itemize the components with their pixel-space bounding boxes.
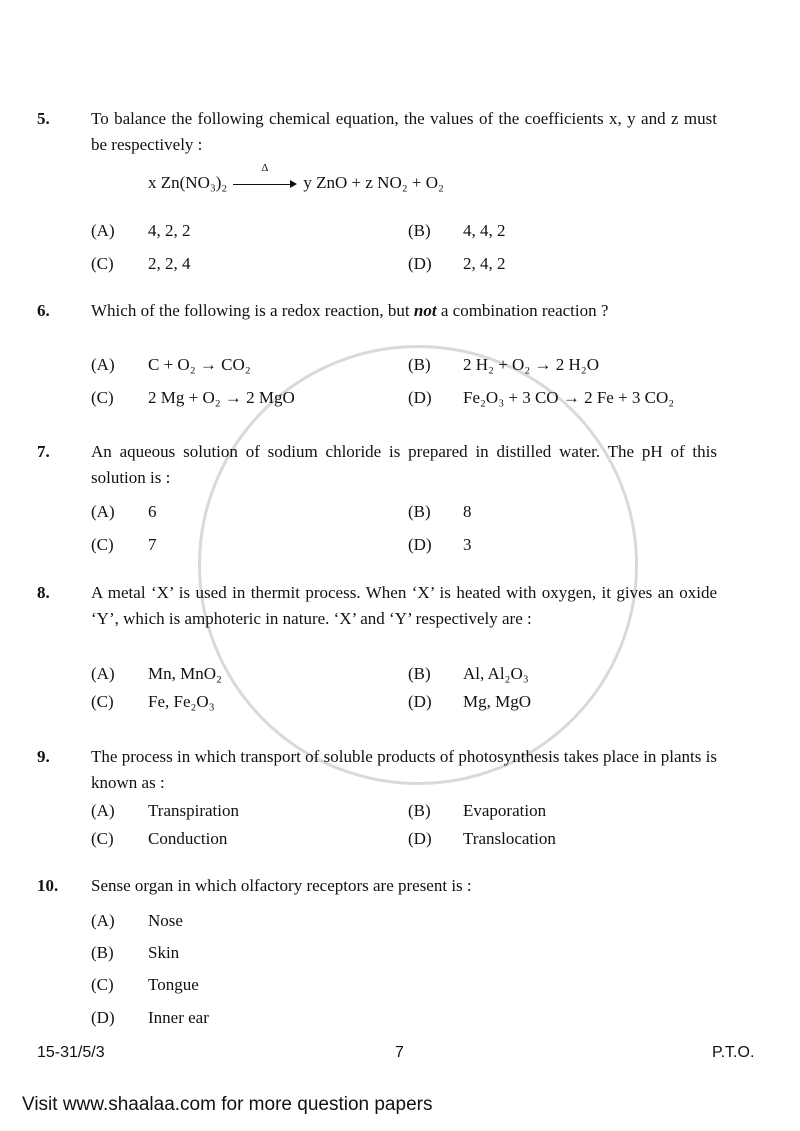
question-number: 8. bbox=[37, 583, 50, 602]
question-text: To balance the following chemical equation, the values of the coefficients x, y and z must be respectively : bbox=[91, 109, 717, 154]
option-label: (A) bbox=[91, 355, 115, 374]
option-text: 3 bbox=[463, 535, 472, 554]
question-number: 10. bbox=[37, 876, 59, 895]
option-label: (C) bbox=[91, 975, 114, 994]
option-label: (B) bbox=[408, 355, 431, 374]
please-turn-over: P.T.O. bbox=[712, 1044, 755, 1061]
option-text: Inner ear bbox=[148, 1008, 209, 1027]
option-label: (D) bbox=[408, 254, 432, 273]
question-text-part: a combination reaction ? bbox=[436, 301, 609, 320]
option-text: Transpiration bbox=[148, 801, 239, 820]
paper-code: 15-31/5/3 bbox=[37, 1044, 105, 1061]
option-label: (B) bbox=[408, 221, 431, 240]
question-number: 5. bbox=[37, 109, 50, 128]
option-label: (A) bbox=[91, 221, 115, 240]
option-label: (A) bbox=[91, 502, 115, 521]
question-emphasis: not bbox=[413, 301, 437, 320]
heat-condition: Δ bbox=[261, 162, 269, 175]
option-label: (D) bbox=[408, 692, 432, 711]
question-number: 7. bbox=[37, 442, 50, 461]
option-text: 6 bbox=[148, 502, 157, 521]
option-label: (B) bbox=[408, 801, 431, 820]
option-label: (A) bbox=[91, 801, 115, 820]
option-text: 4, 2, 2 bbox=[148, 221, 191, 240]
option-label: (B) bbox=[91, 943, 114, 962]
question-text bbox=[91, 298, 717, 324]
option-label: (D) bbox=[408, 829, 432, 848]
question-text: The process in which transport of soluble products of photosynthesis takes place in plants is known as : bbox=[91, 747, 717, 792]
question-text: Sense organ in which olfactory receptors are present is : bbox=[91, 876, 472, 895]
option-text: Skin bbox=[148, 943, 180, 962]
option-text: Conduction bbox=[148, 829, 228, 848]
option-label: (D) bbox=[408, 388, 432, 407]
option-text: 8 bbox=[463, 502, 472, 521]
option-label: (C) bbox=[91, 535, 114, 554]
option-text: Mg, MgO bbox=[463, 692, 532, 711]
option-label: (A) bbox=[91, 664, 115, 683]
visit-link[interactable]: Visit www.shaalaa.com for more question papers bbox=[22, 1094, 433, 1115]
equation-right: y ZnO + z NO₂ + O₂ bbox=[303, 173, 444, 192]
option-label: (C) bbox=[91, 388, 114, 407]
option-text: Al, Al₂O₃ bbox=[463, 664, 529, 683]
question-text: An aqueous solution of sodium chloride is prepared in distilled water. The pH of this solution is : bbox=[91, 442, 717, 487]
question-text: A metal ‘X’ is used in thermit process. When ‘X’ is heated with oxygen, it gives an oxide ‘Y’, which is amphoteric in nature. ‘X’ and ‘Y’ respectively are : bbox=[91, 583, 717, 628]
equation-left: x Zn(NO₃)₂ bbox=[148, 173, 228, 192]
option-label: (D) bbox=[408, 535, 432, 554]
option-text: 2, 2, 4 bbox=[148, 254, 191, 273]
option-text: 2, 4, 2 bbox=[463, 254, 506, 273]
reaction-arrow-icon bbox=[233, 162, 297, 190]
option-text: C + O₂ → CO₂ bbox=[148, 355, 251, 374]
option-label: (B) bbox=[408, 502, 431, 521]
option-text: Fe, Fe₂O₃ bbox=[148, 692, 215, 711]
option-label: (D) bbox=[91, 1008, 115, 1027]
question-number: 9. bbox=[37, 747, 50, 766]
chemical-equation bbox=[148, 162, 444, 196]
option-label: (B) bbox=[408, 664, 431, 683]
option-text: Evaporation bbox=[463, 801, 547, 820]
option-text: 2 H₂ + O₂ → 2 H₂O bbox=[463, 355, 599, 374]
option-text: 2 Mg + O₂ → 2 MgO bbox=[148, 388, 295, 407]
option-label: (A) bbox=[91, 911, 115, 930]
option-text: Fe₂O₃ + 3 CO → 2 Fe + 3 CO₂ bbox=[463, 388, 675, 407]
option-text: Mn, MnO₂ bbox=[148, 664, 222, 683]
watermark-circle bbox=[198, 345, 638, 785]
option-text: 7 bbox=[148, 535, 157, 554]
option-text: Tongue bbox=[148, 975, 199, 994]
option-text: Nose bbox=[148, 911, 183, 930]
question-number: 6. bbox=[37, 301, 50, 320]
option-label: (C) bbox=[91, 692, 114, 711]
option-text: 4, 4, 2 bbox=[463, 221, 506, 240]
option-text: Translocation bbox=[463, 829, 556, 848]
page-number: 7 bbox=[395, 1044, 404, 1061]
option-label: (C) bbox=[91, 829, 114, 848]
option-label: (C) bbox=[91, 254, 114, 273]
question-text-part: Which of the following is a redox reaction, but bbox=[91, 301, 414, 320]
